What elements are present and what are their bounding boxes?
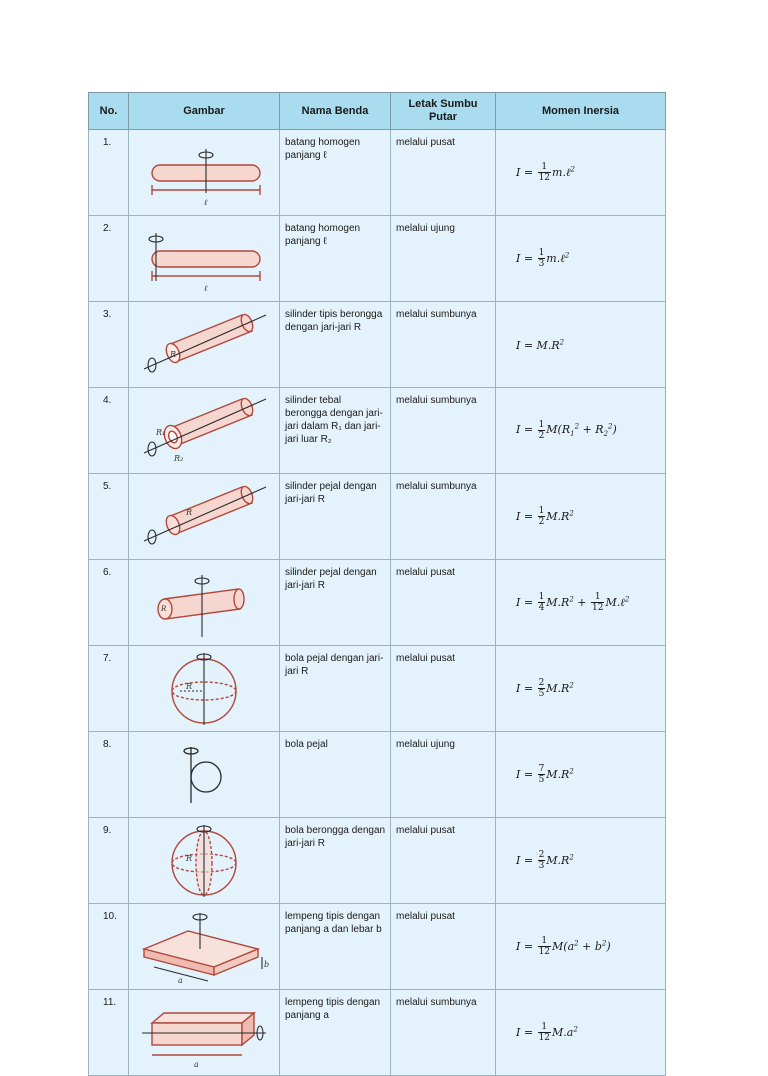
- axis-location: melalui pusat: [391, 560, 496, 646]
- header-no: No.: [89, 93, 129, 130]
- row-number: 2.: [89, 216, 129, 302]
- radius-label: R: [186, 507, 193, 517]
- radius-label: R: [170, 349, 177, 359]
- hollow-sphere-figure: [134, 823, 274, 899]
- object-name: bola pejal: [280, 732, 391, 818]
- formula: I = $\frac{1}{12}$ $M.a^2$: [496, 990, 666, 1076]
- figure-cell: [129, 216, 280, 302]
- object-name: batang homogen panjang ℓ: [280, 216, 391, 302]
- formula: I = $\frac{1}{3}$ m.ℓ$^2$: [496, 216, 666, 302]
- solid-cylinder-axis-figure: [134, 479, 274, 555]
- axis-location: melalui ujung: [391, 732, 496, 818]
- formula: I = $\frac{1}{12}$ m.ℓ$^2$: [496, 130, 666, 216]
- solid-sphere-figure: [134, 651, 274, 727]
- header-gambar: Gambar: [129, 93, 280, 130]
- header-letak-sumbu: Letak Sumbu Putar: [391, 93, 496, 130]
- table-header-row: [89, 93, 666, 130]
- object-name: bola pejal dengan jari-jari R: [280, 646, 391, 732]
- axis-location: melalui sumbunya: [391, 474, 496, 560]
- axis-location: melalui sumbunya: [391, 990, 496, 1076]
- figure-cell: [129, 646, 280, 732]
- figure-cell: [129, 560, 280, 646]
- row-number: 10.: [89, 904, 129, 990]
- table-row: [89, 732, 666, 818]
- figure-cell: [129, 904, 280, 990]
- row-number: 7.: [89, 646, 129, 732]
- row-number: 1.: [89, 130, 129, 216]
- axis-location: melalui pusat: [391, 904, 496, 990]
- axis-location: melalui sumbunya: [391, 388, 496, 474]
- outer-radius-label: R₂: [174, 453, 184, 463]
- table-row: [89, 990, 666, 1076]
- formula: I = $\frac{1}{2}$ $M(R_1^2 + R_2^2)$: [496, 388, 666, 474]
- figure-cell: [129, 818, 280, 904]
- axis-location: melalui pusat: [391, 646, 496, 732]
- table-row: [89, 302, 666, 388]
- figure-cell: [129, 130, 280, 216]
- object-name: lempeng tipis dengan panjang a: [280, 990, 391, 1076]
- table-row: [89, 646, 666, 732]
- formula: I = $\frac{7}{5}$ $M.R^2$: [496, 732, 666, 818]
- radius-label: R: [186, 853, 193, 863]
- table-row: [89, 474, 666, 560]
- inner-radius-label: R₁: [156, 427, 166, 437]
- radius-label: R: [186, 681, 193, 691]
- formula: I = $\frac{1}{4}$ $M.R^2$ + $\frac{1}{12}$ M.ℓ$^2$: [496, 560, 666, 646]
- figure-cell: [129, 388, 280, 474]
- formula: I = $\frac{1}{2}$ $M.R^2$: [496, 474, 666, 560]
- table-row: [89, 560, 666, 646]
- object-name: lempeng tipis dengan panjang a dan lebar b: [280, 904, 391, 990]
- object-name: silinder tipis berongga dengan jari-jari R: [280, 302, 391, 388]
- row-number: 6.: [89, 560, 129, 646]
- row-number: 11.: [89, 990, 129, 1076]
- width-b-label: b: [264, 959, 270, 969]
- table-row: [89, 130, 666, 216]
- formula: I = $\frac{2}{5}$ $M.R^2$: [496, 646, 666, 732]
- solid-cylinder-center-figure: [134, 565, 274, 641]
- table-row: [89, 388, 666, 474]
- length-label: ℓ: [204, 197, 208, 207]
- row-number: 3.: [89, 302, 129, 388]
- axis-location: melalui ujung: [391, 216, 496, 302]
- length-a-label: a: [194, 1059, 199, 1069]
- row-number: 5.: [89, 474, 129, 560]
- formula: I = $\frac{1}{12}$ $M(a^2 + b^2)$: [496, 904, 666, 990]
- figure-cell: [129, 732, 280, 818]
- row-number: 9.: [89, 818, 129, 904]
- row-number: 4.: [89, 388, 129, 474]
- object-name: bola berongga dengan jari-jari R: [280, 818, 391, 904]
- length-label: ℓ: [204, 283, 208, 293]
- object-name: silinder pejal dengan jari-jari R: [280, 560, 391, 646]
- thin-plate-center-figure: [134, 909, 274, 985]
- object-name: silinder pejal dengan jari-jari R: [280, 474, 391, 560]
- rod-end-figure: [134, 221, 274, 297]
- hollow-thin-cylinder-figure: [134, 307, 274, 383]
- axis-location: melalui pusat: [391, 818, 496, 904]
- moment-of-inertia-table: [88, 92, 666, 1076]
- figure-cell: [129, 302, 280, 388]
- axis-location: melalui sumbunya: [391, 302, 496, 388]
- axis-location: melalui pusat: [391, 130, 496, 216]
- formula: I = $\frac{2}{3}$ $M.R^2$: [496, 818, 666, 904]
- table-row: [89, 216, 666, 302]
- hollow-thick-cylinder-figure: [134, 393, 274, 469]
- header-momen-inersia: Momen Inersia: [496, 93, 666, 130]
- table-row: [89, 904, 666, 990]
- rod-center-figure: [134, 135, 274, 211]
- figure-cell: [129, 474, 280, 560]
- object-name: silinder tebal berongga dengan jari-jari dalam R₁ dan jari-jari luar R₂: [280, 388, 391, 474]
- formula: $I = M.R^2$: [496, 302, 666, 388]
- row-number: 8.: [89, 732, 129, 818]
- thin-plate-axis-figure: [134, 995, 274, 1071]
- header-nama-benda: Nama Benda: [280, 93, 391, 130]
- length-a-label: a: [178, 975, 183, 985]
- object-name: batang homogen panjang ℓ: [280, 130, 391, 216]
- table-row: [89, 818, 666, 904]
- solid-sphere-end-figure: [134, 737, 274, 813]
- radius-label: R: [161, 604, 167, 613]
- figure-cell: [129, 990, 280, 1076]
